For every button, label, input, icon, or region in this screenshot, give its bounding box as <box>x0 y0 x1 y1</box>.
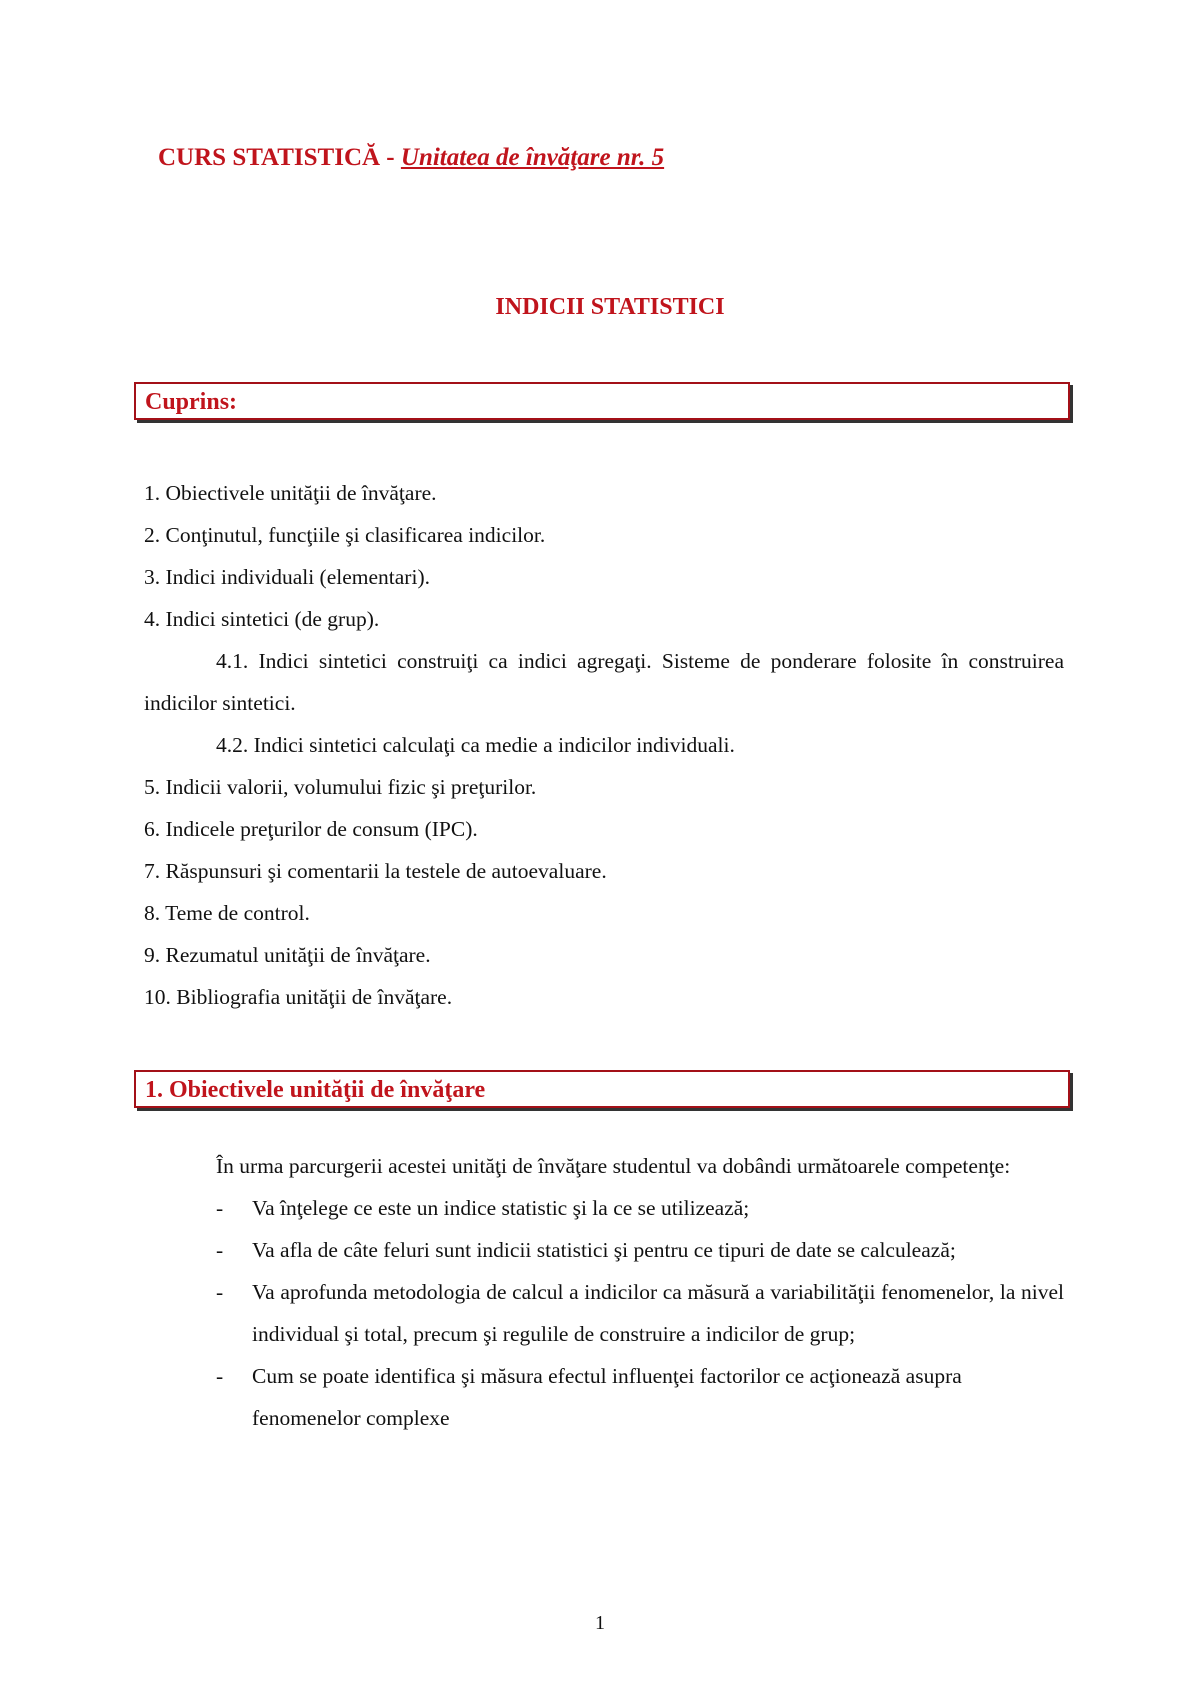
toc-item: 4. Indici sintetici (de grup). <box>144 607 380 631</box>
course-title: CURS STATISTICĂ - <box>158 144 395 171</box>
bullet-dash: - <box>216 1238 224 1262</box>
list-item-text: Va înţelege ce este un indice statistic şi la ce se utilizează; <box>252 1196 750 1220</box>
toc-heading: Cuprins: <box>145 389 238 415</box>
toc-item: 2. Conţinutul, funcţiile şi clasificarea indicilor. <box>144 523 546 547</box>
list-item <box>144 1271 1064 1355</box>
course-header <box>158 144 664 172</box>
toc-item: 1. Obiectivele unităţii de învăţare. <box>144 481 437 505</box>
list-item <box>144 1187 1064 1229</box>
toc-item: 6. Indicele preţurilor de consum (IPC). <box>144 817 478 841</box>
list-item-text: Va aprofunda metodologia de calcul a indicilor ca măsură a variabilităţii fenomenelor, la nivel individual şi total, precum şi regulile de construire a indicilor de grup; <box>252 1280 1064 1346</box>
list-item-text: Cum se poate identifica şi măsura efectul influenţei factorilor ce acţionează asupra fenomenelor complexe <box>252 1364 962 1430</box>
toc-item: 4.1. Indici sintetici construiţi ca indici agregaţi. Sisteme de ponderare folosite în construirea indicilor sintetici. <box>144 649 1064 715</box>
section-heading: 1. Obiectivele unităţii de învăţare <box>145 1077 486 1103</box>
objectives-section <box>144 1145 1064 1439</box>
bullet-dash: - <box>216 1364 224 1388</box>
document-title: INDICII STATISTICI <box>495 294 725 320</box>
toc-item: 10. Bibliografia unităţii de învăţare. <box>144 985 453 1009</box>
toc-item: 4.2. Indici sintetici calculaţi ca medie a indicilor individuali. <box>216 733 735 757</box>
list-item <box>144 1355 1064 1439</box>
objectives-intro: În urma parcurgerii acestei unităţi de învăţare studentul va dobândi următoarele competenţe: <box>216 1154 1011 1178</box>
toc-item: 3. Indici individuali (elementari). <box>144 565 430 589</box>
toc-item: 8. Teme de control. <box>144 901 310 925</box>
section-heading-box <box>134 1070 1070 1108</box>
toc-item: 5. Indicii valorii, volumului fizic şi preţurilor. <box>144 775 537 799</box>
list-item-text: Va afla de câte feluri sunt indicii statistici şi pentru ce tipuri de date se calculează; <box>252 1238 956 1262</box>
bullet-dash: - <box>216 1196 224 1220</box>
toc-item: 7. Răspunsuri şi comentarii la testele de autoevaluare. <box>144 859 607 883</box>
toc-heading-box <box>134 382 1070 420</box>
unit-title: Unitatea de învăţare nr. 5 <box>400 144 665 171</box>
list-item <box>144 1229 1064 1271</box>
toc-item: 9. Rezumatul unităţii de învăţare. <box>144 943 431 967</box>
page-number: 1 <box>595 1612 605 1634</box>
objectives-list <box>144 1187 1064 1439</box>
bullet-dash: - <box>216 1280 224 1304</box>
table-of-contents <box>144 472 1064 1018</box>
